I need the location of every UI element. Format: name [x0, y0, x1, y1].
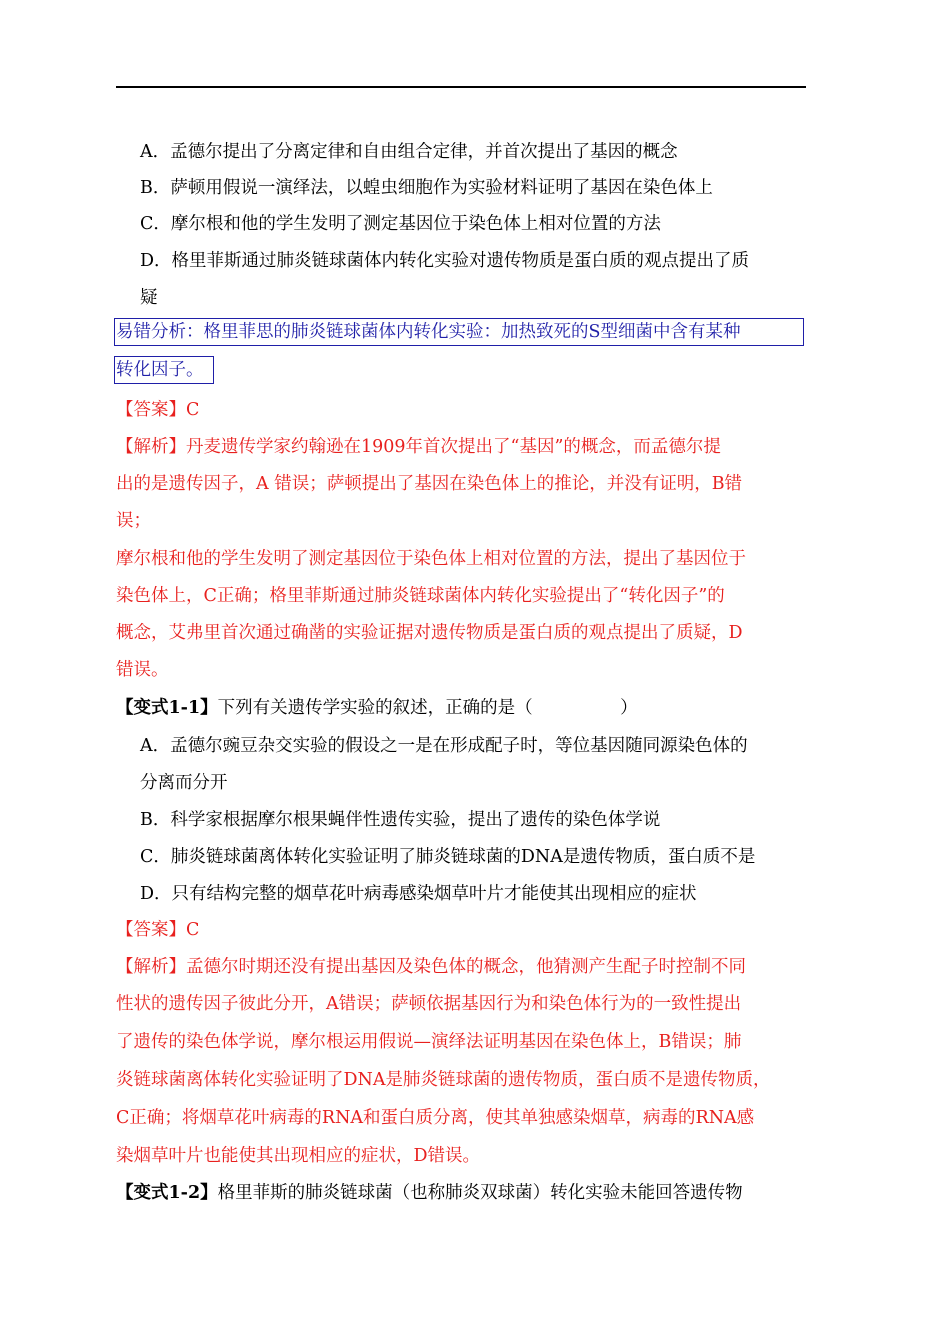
q1-option-c: C．摩尔根和他的学生发明了测定基因位于染色体上相对位置的方法 — [140, 214, 661, 234]
q2-analysis-line: 性状的遗传因子彼此分开，A错误；萨顿依据基因行为和染色体行为的一致性提出 — [116, 994, 742, 1014]
q1-option-d-cont: 疑 — [140, 288, 158, 308]
q1-answer: 【答案】C — [116, 400, 200, 420]
q1-analysis-line: 染色体上，C正确；格里菲斯通过肺炎链球菌体内转化实验提出了“转化因子”的 — [116, 586, 725, 606]
q2-label: 【变式1-1】 — [116, 698, 218, 718]
q2-analysis-line: 了遗传的染色体学说，摩尔根运用假说—演绎法证明基因在染色体上，B错误；肺 — [116, 1032, 742, 1052]
q1-analysis-line: 出的是遗传因子，A 错误；萨顿提出了基因在染色体上的推论，并没有证明，B错 — [116, 474, 743, 494]
q1-option-d: D．格里菲斯通过肺炎链球菌体内转化实验对遗传物质是蛋白质的观点提出了质 — [140, 251, 750, 271]
header-rule — [116, 86, 806, 88]
q3-stem-text: 格里菲斯的肺炎链球菌（也称肺炎双球菌）转化实验未能回答遗传物 — [217, 1183, 743, 1203]
q2-analysis-line: C正确；将烟草花叶病毒的RNA和蛋白质分离，使其单独感染烟草，病毒的RNA感 — [116, 1108, 755, 1128]
q2-option-a: A．孟德尔豌豆杂交实验的假设之一是在形成配子时，等位基因随同源染色体的 — [140, 736, 748, 756]
q1-analysis-line: 错误。 — [116, 660, 169, 680]
error-analysis-note: 易错分析：格里菲思的肺炎链球菌体内转化实验：加热致死的S型细菌中含有某种 — [116, 322, 741, 342]
q1-option-a: A．孟德尔提出了分离定律和自由组合定律，并首次提出了基因的概念 — [140, 142, 678, 162]
q2-stem — [116, 696, 638, 720]
q1-analysis-line: 概念，艾弗里首次通过确凿的实验证据对遗传物质是蛋白质的观点提出了质疑，D — [116, 623, 743, 643]
q1-analysis-line: 摩尔根和他的学生发明了测定基因位于染色体上相对位置的方法，提出了基因位于 — [116, 549, 746, 569]
q3-stem — [116, 1181, 743, 1205]
q2-option-d: D．只有结构完整的烟草花叶病毒感染烟草叶片才能使其出现相应的症状 — [140, 884, 697, 904]
q1-analysis-line: 【解析】丹麦遗传学家约翰逊在1909年首次提出了“基因”的概念，而孟德尔提 — [116, 437, 721, 457]
q3-label: 【变式1-2】 — [116, 1183, 218, 1203]
q2-analysis-line: 【解析】孟德尔时期还没有提出基因及染色体的概念，他猜测产生配子时控制不同 — [116, 957, 746, 977]
q1-option-b: B．萨顿用假说一演绎法，以蝗虫细胞作为实验材料证明了基因在染色体上 — [140, 178, 713, 198]
q2-option-b: B．科学家根据摩尔根果蝇伴性遗传实验，提出了遗传的染色体学说 — [140, 810, 661, 830]
q2-option-c: C．肺炎链球菌离体转化实验证明了肺炎链球菌的DNA是遗传物质，蛋白质不是 — [140, 847, 756, 867]
error-analysis-note-cont: 转化因子。 — [116, 360, 204, 380]
q2-analysis-line: 炎链球菌离体转化实验证明了DNA是肺炎链球菌的遗传物质，蛋白质不是遗传物质， — [116, 1070, 771, 1090]
q2-option-a-cont: 分离而分开 — [140, 773, 228, 793]
q2-answer: 【答案】C — [116, 920, 200, 940]
q2-analysis-line: 染烟草叶片也能使其出现相应的症状，D错误。 — [116, 1146, 481, 1166]
q1-analysis-line: 误； — [116, 511, 151, 531]
q2-stem-text: 下列有关遗传学实验的叙述，正确的是（ ） — [217, 698, 638, 718]
